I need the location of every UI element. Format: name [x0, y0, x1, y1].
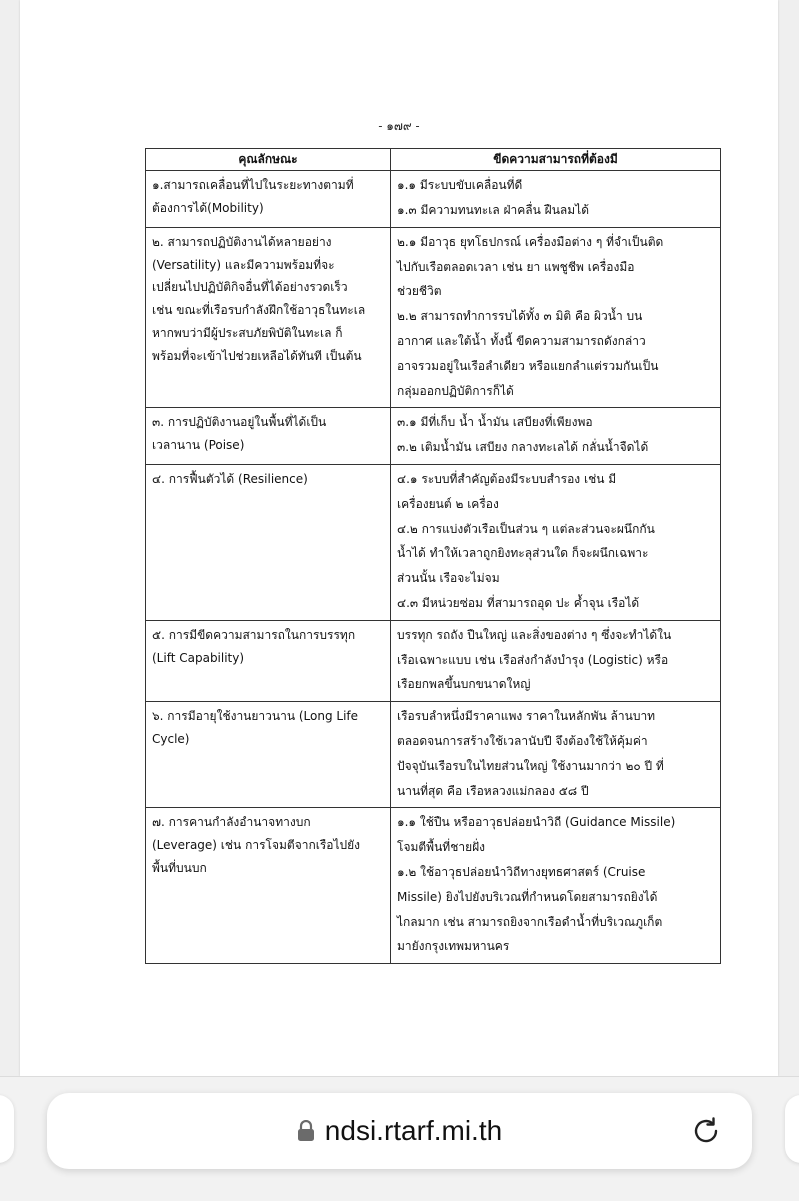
capability-cell [391, 464, 721, 620]
characteristic-cell [146, 620, 391, 701]
table-row [146, 702, 721, 808]
characteristic-line: หากพบว่ามีผู้ประสบภัยพิบัติในทะเล ก็ [152, 325, 343, 340]
capability-line: ตลอดจนการสร้างใช้เวลานับปี จึงต้องใช้ให้คุ้มค่า [397, 733, 648, 748]
page-number: - ๑๗๙ - [378, 119, 420, 133]
characteristic-line: (Lift Capability) [152, 650, 245, 665]
characteristic-cell [146, 464, 391, 620]
lock-icon [297, 1120, 315, 1142]
capability-line: Missile) ยิงไปยังบริเวณที่กำหนดโดยสามารถยิงได้ [397, 889, 658, 904]
characteristic-line: Cycle) [152, 731, 190, 746]
table-row [146, 171, 721, 228]
capability-line: ๑.๒ ใช้อาวุธปล่อยนำวิถีทางยุทธศาสตร์ (Cruise [397, 864, 646, 879]
capability-cell [391, 702, 721, 808]
characteristic-line: ๗. การคานกำลังอำนาจทางบก [152, 815, 311, 830]
capability-line: บรรทุก รถถัง ปืนใหญ่ และสิ่งของต่าง ๆ ซึ่งจะทำได้ใน [397, 627, 672, 642]
characteristic-cell [146, 702, 391, 808]
capability-line: ๑.๑ ใช้ปืน หรืออาวุธปล่อยนำวิถี (Guidance Missile) [397, 815, 676, 830]
table-row [146, 464, 721, 620]
characteristic-line: ๑.สามารถเคลื่อนที่ไปในระยะทางตามที่ [152, 178, 354, 193]
characteristic-line: พื้นที่บนบก [152, 860, 207, 875]
capability-line: นานที่สุด คือ เรือหลวงแม่กลอง ๕๘ ปี [397, 783, 589, 798]
characteristic-cell [146, 808, 391, 964]
capability-table [145, 148, 721, 964]
table-row [146, 227, 721, 408]
address-bar[interactable] [47, 1093, 752, 1169]
characteristic-line: (Versatility) และมีความพร้อมที่จะ [152, 257, 335, 272]
characteristic-line: ๔. การฟื้นตัวได้ (Resilience) [152, 471, 308, 486]
capability-line: ๔.๓ มีหน่วยซ่อม ที่สามารถอุด ปะ ค้ำจุน เรือได้ [397, 595, 640, 610]
capability-line: เรือยกพลขึ้นบกขนาดใหญ่ [397, 677, 531, 692]
capability-line: ๔.๑ ระบบที่สำคัญต้องมีระบบสำรอง เช่น มี [397, 471, 617, 486]
capability-line: เครื่องยนต์ ๒ เครื่อง [397, 496, 499, 511]
table-row [146, 808, 721, 964]
capability-line: ๓.๒ เติมน้ำมัน เสบียง กลางทะเลได้ กลั่นน้ำจืดได้ [397, 440, 649, 455]
characteristic-line: พร้อมที่จะเข้าไปช่วยเหลือได้ทันที เป็นต้น [152, 348, 362, 363]
capability-cell [391, 227, 721, 408]
table-row [146, 620, 721, 701]
url-text: ndsi.rtarf.mi.th [324, 1115, 503, 1146]
capability-line: ๑.๑ มีระบบขับเคลื่อนที่ดี [397, 178, 523, 193]
table-header-row [146, 149, 721, 171]
capability-line: เรือเฉพาะแบบ เช่น เรือส่งกำลังบำรุง (Logistic) หรือ [397, 652, 669, 667]
capability-line: ปัจจุบันเรือรบในไทยส่วนใหญ่ ใช้งานมากว่า ๒๐ ปี ที่ [397, 758, 664, 773]
capability-line: กลุ่มออกปฏิบัติการก็ได้ [397, 383, 514, 398]
capability-line: ช่วยชีวิต [397, 284, 442, 299]
capability-cell [391, 620, 721, 701]
next-tab-preview[interactable] [785, 1095, 799, 1163]
capability-line: อาจรวมอยู่ในเรือลำเดียว หรือแยกลำแต่รวมกันเป็น [397, 358, 659, 373]
capability-cell [391, 808, 721, 964]
browser-toolbar [0, 1076, 799, 1201]
capability-line: ๓.๑ มีที่เก็บ น้ำ น้ำมัน เสบียงที่เพียงพอ [397, 415, 593, 430]
table-body [146, 171, 721, 964]
characteristic-line: เวลานาน (Poise) [152, 438, 245, 453]
characteristic-line: เปลี่ยนไปปฏิบัติกิจอื่นที่ได้อย่างรวดเร็ว [152, 280, 348, 295]
capability-line: เรือรบลำหนึ่งมีราคาแพง ราคาในหลักพัน ล้านบาท [397, 709, 656, 724]
capability-line: ๔.๒ การแบ่งตัวเรือเป็นส่วน ๆ แต่ละส่วนจะผนึกกัน [397, 521, 655, 536]
characteristic-line: ๓. การปฏิบัติงานอยู่ในพื้นที่ได้เป็น [152, 415, 327, 430]
capability-line: ไปกับเรือตลอดเวลา เช่น ยา แพชูชีพ เครื่องมือ [397, 259, 635, 274]
capability-line: อากาศ และใต้น้ำ ทั้งนี้ ขีดความสามารถดังกล่าว [397, 333, 646, 348]
capability-line: น้ำได้ ทำให้เวลาถูกยิงทะลุส่วนใด ก็จะผนึกเฉพาะ [397, 546, 649, 561]
capability-line: โจมตีพื้นที่ชายฝั่ง [397, 840, 486, 855]
characteristic-cell [146, 408, 391, 465]
capability-line: มายังกรุงเทพมหานคร [397, 939, 510, 954]
capability-cell [391, 408, 721, 465]
characteristic-line: ต้องการได้(Mobility) [152, 200, 264, 215]
document-page [20, 0, 778, 1076]
capability-line: ๒.๑ มีอาวุธ ยุทโธปกรณ์ เครื่องมือต่าง ๆ ที่จำเป็นติด [397, 234, 664, 249]
capability-cell [391, 171, 721, 228]
characteristic-cell [146, 171, 391, 228]
reload-icon[interactable] [690, 1115, 722, 1147]
characteristic-line: ๖. การมีอายุใช้งานยาวนาน (Long Life [152, 709, 359, 724]
column-header-characteristic: คุณลักษณะ [146, 149, 391, 171]
characteristic-line: ๕. การมีขีดความสามารถในการบรรทุก [152, 627, 356, 642]
capability-line: ส่วนนั้น เรือจะไม่จม [397, 571, 500, 586]
capability-line: ๑.๓ มีความทนทะเล ฝ่าคลื่น ฝืนลมได้ [397, 202, 590, 217]
capability-line: ไกลมาก เช่น สามารถยิงจากเรือดำน้ำที่บริเวณภูเก็ต [397, 914, 663, 929]
characteristic-line: เช่น ขณะที่เรือรบกำลังฝึกใช้อาวุธในทะเล [152, 303, 366, 318]
characteristic-line: (Leverage) เช่น การโจมตีจากเรือไปยัง [152, 838, 361, 853]
capability-line: ๒.๒ สามารถทำการรบได้ทั้ง ๓ มิติ คือ ผิวน้ำ บน [397, 309, 643, 324]
column-header-capability: ขีดความสามารถที่ต้องมี [391, 149, 721, 171]
characteristic-cell [146, 227, 391, 408]
characteristic-line: ๒. สามารถปฏิบัติงานได้หลายอย่าง [152, 234, 332, 249]
table-row [146, 408, 721, 465]
previous-tab-preview[interactable] [0, 1095, 14, 1163]
